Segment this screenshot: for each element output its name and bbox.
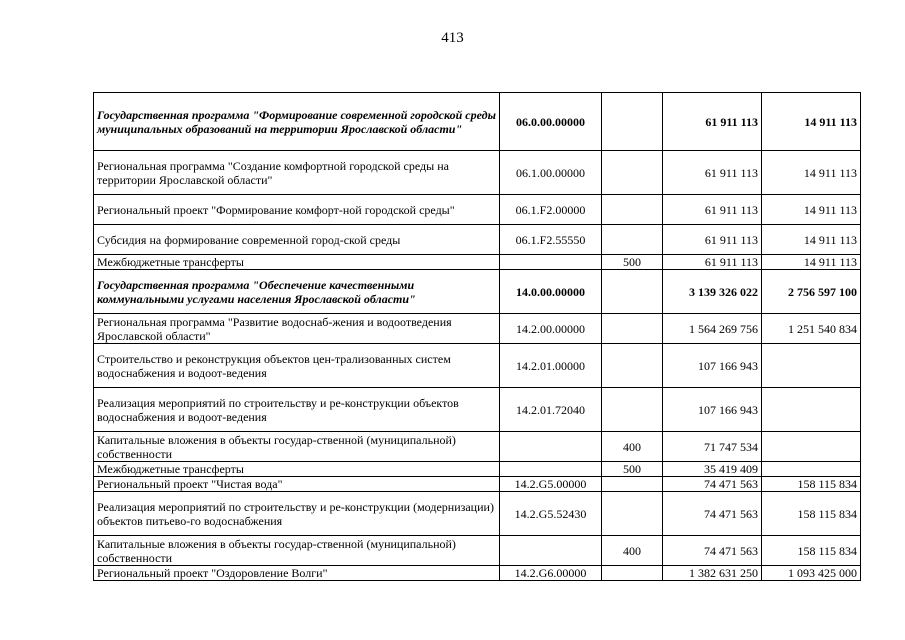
row-expense-type-cell: [602, 388, 663, 432]
table-row: [94, 477, 861, 492]
row-code-cell: 06.1.F2.00000: [500, 195, 602, 225]
row-code-cell: 14.2.00.00000: [500, 314, 602, 344]
row-name-cell: Межбюджетные трансферты: [94, 462, 500, 477]
table-row: [94, 388, 861, 432]
row-sum-2020-cell: 61 911 113: [663, 225, 762, 255]
table-row: [94, 195, 861, 225]
table-row: [94, 225, 861, 255]
row-sum-2021-cell: 158 115 834: [762, 492, 861, 536]
row-sum-2021-cell: [762, 432, 861, 462]
row-sum-2021-cell: 2 756 597 100: [762, 270, 861, 314]
table-row: [94, 93, 861, 151]
row-name-cell: Региональный проект "Формирование комфорт-ной городской среды": [94, 195, 500, 225]
row-sum-2020-cell: 61 911 113: [663, 195, 762, 225]
row-sum-2020-cell: 74 471 563: [663, 477, 762, 492]
row-code-cell: 14.0.00.00000: [500, 270, 602, 314]
row-code-cell: [500, 462, 602, 477]
row-sum-2021-cell: [762, 462, 861, 477]
row-expense-type-cell: 400: [602, 432, 663, 462]
row-expense-type-cell: 500: [602, 255, 663, 270]
row-expense-type-cell: [602, 225, 663, 255]
row-sum-2020-cell: 107 166 943: [663, 344, 762, 388]
row-sum-2021-cell: 1 093 425 000: [762, 566, 861, 581]
row-expense-type-cell: [602, 93, 663, 151]
row-code-cell: 14.2.G5.00000: [500, 477, 602, 492]
budget-table: [93, 92, 861, 581]
row-code-cell: 14.2.01.00000: [500, 344, 602, 388]
row-expense-type-cell: [602, 195, 663, 225]
row-sum-2021-cell: 14 911 113: [762, 151, 861, 195]
table-row: [94, 536, 861, 566]
row-name-cell: Государственная программа "Обеспечение качественными коммунальными услугами населения Ярославской области": [94, 270, 500, 314]
row-sum-2021-cell: 14 911 113: [762, 225, 861, 255]
row-name-cell: Субсидия на формирование современной город-ской среды: [94, 225, 500, 255]
row-sum-2021-cell: 158 115 834: [762, 536, 861, 566]
row-expense-type-cell: 400: [602, 536, 663, 566]
row-name-cell: Региональный проект "Оздоровление Волги": [94, 566, 500, 581]
budget-table-body: [94, 93, 861, 581]
row-code-cell: 06.1.F2.55550: [500, 225, 602, 255]
row-sum-2021-cell: [762, 388, 861, 432]
row-name-cell: Межбюджетные трансферты: [94, 255, 500, 270]
table-row: [94, 566, 861, 581]
row-code-cell: 14.2.01.72040: [500, 388, 602, 432]
row-code-cell: 06.0.00.00000: [500, 93, 602, 151]
row-name-cell: Реализация мероприятий по строительству и ре-конструкции (модернизации) объектов питьево-го водоснабжения: [94, 492, 500, 536]
row-name-cell: Реализация мероприятий по строительству и ре-конструкции объектов водоснабжения и водоот-ведения: [94, 388, 500, 432]
row-sum-2021-cell: [762, 344, 861, 388]
row-sum-2020-cell: 35 419 409: [663, 462, 762, 477]
row-name-cell: Государственная программа "Формирование современной городской среды муниципальных образований на территории Ярославской области": [94, 93, 500, 151]
row-sum-2020-cell: 107 166 943: [663, 388, 762, 432]
row-expense-type-cell: [602, 566, 663, 581]
row-expense-type-cell: 500: [602, 462, 663, 477]
row-code-cell: 14.2.G5.52430: [500, 492, 602, 536]
row-sum-2020-cell: 3 139 326 022: [663, 270, 762, 314]
table-row: [94, 151, 861, 195]
table-row: [94, 314, 861, 344]
row-expense-type-cell: [602, 477, 663, 492]
table-row: [94, 462, 861, 477]
row-sum-2021-cell: 14 911 113: [762, 195, 861, 225]
table-row: [94, 492, 861, 536]
table-row: [94, 270, 861, 314]
row-sum-2021-cell: 14 911 113: [762, 255, 861, 270]
row-sum-2021-cell: 158 115 834: [762, 477, 861, 492]
row-sum-2020-cell: 74 471 563: [663, 492, 762, 536]
row-sum-2020-cell: 1 564 269 756: [663, 314, 762, 344]
row-name-cell: Строительство и реконструкция объектов цен-трализованных систем водоснабжения и водоот-ведения: [94, 344, 500, 388]
row-sum-2020-cell: 61 911 113: [663, 93, 762, 151]
row-name-cell: Капитальные вложения в объекты государ-ственной (муниципальной) собственности: [94, 432, 500, 462]
row-code-cell: [500, 255, 602, 270]
row-sum-2020-cell: 1 382 631 250: [663, 566, 762, 581]
row-code-cell: 06.1.00.00000: [500, 151, 602, 195]
row-sum-2020-cell: 61 911 113: [663, 151, 762, 195]
table-row: [94, 344, 861, 388]
page-number: 413: [441, 30, 464, 46]
row-sum-2020-cell: 61 911 113: [663, 255, 762, 270]
row-sum-2020-cell: 74 471 563: [663, 536, 762, 566]
row-code-cell: 14.2.G6.00000: [500, 566, 602, 581]
row-expense-type-cell: [602, 344, 663, 388]
row-sum-2020-cell: 71 747 534: [663, 432, 762, 462]
row-expense-type-cell: [602, 270, 663, 314]
row-name-cell: Региональная программа "Создание комфортной городской среды на территории Ярославской области": [94, 151, 500, 195]
row-name-cell: Капитальные вложения в объекты государ-ственной (муниципальной) собственности: [94, 536, 500, 566]
row-name-cell: Региональная программа "Развитие водоснаб-жения и водоотведения Ярославской области": [94, 314, 500, 344]
row-code-cell: [500, 432, 602, 462]
row-code-cell: [500, 536, 602, 566]
table-row: [94, 255, 861, 270]
row-sum-2021-cell: 1 251 540 834: [762, 314, 861, 344]
row-expense-type-cell: [602, 151, 663, 195]
row-expense-type-cell: [602, 492, 663, 536]
row-expense-type-cell: [602, 314, 663, 344]
row-name-cell: Региональный проект "Чистая вода": [94, 477, 500, 492]
table-row: [94, 432, 861, 462]
row-sum-2021-cell: 14 911 113: [762, 93, 861, 151]
